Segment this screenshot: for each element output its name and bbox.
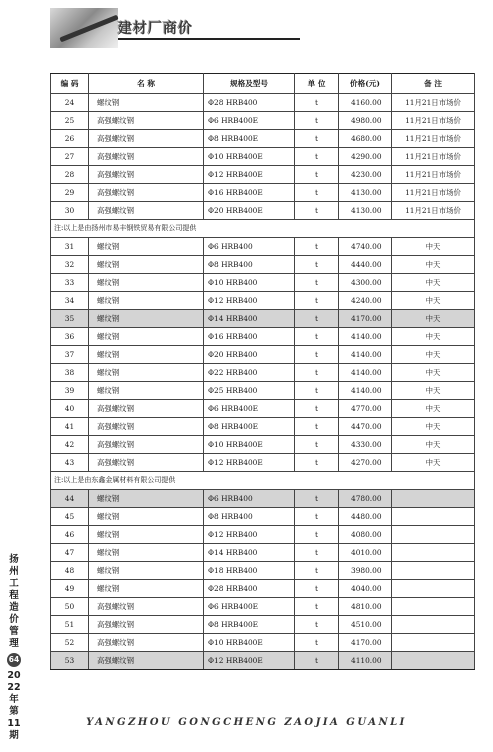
- cell-price: 4740.00: [339, 238, 392, 256]
- cell-note: 11月21日市场价: [392, 148, 475, 166]
- cell-name: 螺纹钢: [89, 508, 204, 526]
- cell-spec: Φ20 HRB400E: [204, 202, 295, 220]
- cell-spec: Φ8 HRB400E: [204, 616, 295, 634]
- cell-name: 高强螺纹钢: [89, 634, 204, 652]
- cell-spec: Φ16 HRB400: [204, 328, 295, 346]
- cell-price: 4080.00: [339, 526, 392, 544]
- cell-code: 46: [51, 526, 89, 544]
- cell-code: 51: [51, 616, 89, 634]
- cell-name: 螺纹钢: [89, 346, 204, 364]
- table-body: [51, 94, 475, 670]
- table-row: [51, 616, 475, 634]
- header-name: 名 称: [89, 74, 204, 94]
- table-row: [51, 598, 475, 616]
- cell-code: 34: [51, 292, 89, 310]
- cell-spec: Φ10 HRB400E: [204, 436, 295, 454]
- cell-spec: Φ12 HRB400E: [204, 166, 295, 184]
- table-row: [51, 112, 475, 130]
- cell-name: 螺纹钢: [89, 238, 204, 256]
- cell-note: 中天: [392, 364, 475, 382]
- supplier-note: 注:以上是由东鑫金属材料有限公司提供: [51, 472, 475, 490]
- price-table: [50, 73, 475, 670]
- issue-label: 20 22 年 第 11 期: [7, 670, 21, 741]
- cell-note: 11月21日市场价: [392, 202, 475, 220]
- cell-note: 11月21日市场价: [392, 184, 475, 202]
- cell-code: 29: [51, 184, 89, 202]
- cell-unit: t: [295, 580, 339, 598]
- cell-price: 4300.00: [339, 274, 392, 292]
- cell-price: 4270.00: [339, 454, 392, 472]
- cell-name: 高强螺纹钢: [89, 436, 204, 454]
- cell-unit: t: [295, 184, 339, 202]
- table-row: [51, 454, 475, 472]
- cell-spec: Φ12 HRB400E: [204, 652, 295, 670]
- issue-sidebar: [6, 554, 22, 742]
- cell-code: 25: [51, 112, 89, 130]
- cell-code: 27: [51, 148, 89, 166]
- cell-spec: Φ8 HRB400E: [204, 418, 295, 436]
- cell-spec: Φ25 HRB400: [204, 382, 295, 400]
- cell-unit: t: [295, 526, 339, 544]
- cell-unit: t: [295, 382, 339, 400]
- cell-name: 高强螺纹钢: [89, 184, 204, 202]
- cell-code: 28: [51, 166, 89, 184]
- cell-note: 中天: [392, 274, 475, 292]
- cell-spec: Φ6 HRB400: [204, 238, 295, 256]
- cell-unit: t: [295, 400, 339, 418]
- cell-name: 高强螺纹钢: [89, 454, 204, 472]
- table-row: [51, 256, 475, 274]
- cell-price: 4440.00: [339, 256, 392, 274]
- table-row: [51, 400, 475, 418]
- cell-note: [392, 508, 475, 526]
- cell-code: 35: [51, 310, 89, 328]
- table-row: [51, 634, 475, 652]
- cell-note: [392, 580, 475, 598]
- header-pen-image: [50, 8, 118, 48]
- cell-code: 30: [51, 202, 89, 220]
- table-row: [51, 526, 475, 544]
- table-row: [51, 94, 475, 112]
- cell-price: 4160.00: [339, 94, 392, 112]
- cell-spec: Φ28 HRB400: [204, 580, 295, 598]
- cell-code: 41: [51, 418, 89, 436]
- cell-note: 中天: [392, 256, 475, 274]
- table-row: [51, 328, 475, 346]
- header-unit: 单 位: [295, 74, 339, 94]
- cell-code: 32: [51, 256, 89, 274]
- cell-note: 中天: [392, 382, 475, 400]
- table-row: [51, 364, 475, 382]
- cell-name: 高强螺纹钢: [89, 112, 204, 130]
- cell-note: 中天: [392, 454, 475, 472]
- cell-name: 螺纹钢: [89, 256, 204, 274]
- table-header-row: [51, 74, 475, 94]
- cell-code: 44: [51, 490, 89, 508]
- cell-code: 49: [51, 580, 89, 598]
- cell-note: 11月21日市场价: [392, 166, 475, 184]
- cell-price: 4140.00: [339, 346, 392, 364]
- table-row: [51, 202, 475, 220]
- cell-code: 52: [51, 634, 89, 652]
- cell-unit: t: [295, 256, 339, 274]
- cell-name: 高强螺纹钢: [89, 148, 204, 166]
- cell-unit: t: [295, 652, 339, 670]
- cell-name: 螺纹钢: [89, 490, 204, 508]
- cell-note: [392, 544, 475, 562]
- table-row: [51, 490, 475, 508]
- cell-note: 中天: [392, 328, 475, 346]
- cell-name: 螺纹钢: [89, 364, 204, 382]
- cell-unit: t: [295, 130, 339, 148]
- cell-name: 高强螺纹钢: [89, 130, 204, 148]
- cell-spec: Φ18 HRB400: [204, 562, 295, 580]
- cell-code: 48: [51, 562, 89, 580]
- cell-note: 中天: [392, 346, 475, 364]
- cell-price: 4680.00: [339, 130, 392, 148]
- cell-spec: Φ6 HRB400E: [204, 112, 295, 130]
- cell-price: 4110.00: [339, 652, 392, 670]
- cell-note: [392, 598, 475, 616]
- page-number: 64: [7, 653, 21, 667]
- section-title: 建材厂商价: [118, 21, 193, 37]
- cell-unit: t: [295, 508, 339, 526]
- cell-price: 4770.00: [339, 400, 392, 418]
- cell-unit: t: [295, 346, 339, 364]
- cell-note: [392, 562, 475, 580]
- cell-price: 4470.00: [339, 418, 392, 436]
- page-header: [50, 8, 300, 48]
- cell-price: 3980.00: [339, 562, 392, 580]
- cell-spec: Φ6 HRB400E: [204, 400, 295, 418]
- cell-name: 螺纹钢: [89, 292, 204, 310]
- supplier-note-row: [51, 220, 475, 238]
- cell-name: 螺纹钢: [89, 310, 204, 328]
- cell-name: 高强螺纹钢: [89, 400, 204, 418]
- cell-name: 螺纹钢: [89, 526, 204, 544]
- cell-code: 45: [51, 508, 89, 526]
- cell-name: 高强螺纹钢: [89, 598, 204, 616]
- cell-unit: t: [295, 490, 339, 508]
- cell-note: 中天: [392, 310, 475, 328]
- table-row: [51, 382, 475, 400]
- cell-note: 11月21日市场价: [392, 130, 475, 148]
- cell-spec: Φ20 HRB400: [204, 346, 295, 364]
- cell-code: 26: [51, 130, 89, 148]
- header-no: 编 码: [51, 74, 89, 94]
- header-note: 备 注: [392, 74, 475, 94]
- cell-code: 47: [51, 544, 89, 562]
- cell-price: 4290.00: [339, 148, 392, 166]
- table-row: [51, 184, 475, 202]
- cell-spec: Φ14 HRB400: [204, 310, 295, 328]
- cell-spec: Φ12 HRB400: [204, 526, 295, 544]
- cell-name: 螺纹钢: [89, 382, 204, 400]
- cell-name: 螺纹钢: [89, 274, 204, 292]
- cell-note: 中天: [392, 238, 475, 256]
- cell-price: 4230.00: [339, 166, 392, 184]
- cell-spec: Φ12 HRB400: [204, 292, 295, 310]
- cell-unit: t: [295, 292, 339, 310]
- cell-name: 螺纹钢: [89, 94, 204, 112]
- cell-price: 4980.00: [339, 112, 392, 130]
- cell-price: 4140.00: [339, 364, 392, 382]
- table-row: [51, 238, 475, 256]
- cell-unit: t: [295, 364, 339, 382]
- cell-spec: Φ10 HRB400: [204, 274, 295, 292]
- cell-note: 中天: [392, 292, 475, 310]
- table-row: [51, 274, 475, 292]
- cell-unit: t: [295, 418, 339, 436]
- cell-code: 42: [51, 436, 89, 454]
- cell-price: 4480.00: [339, 508, 392, 526]
- table-row: [51, 544, 475, 562]
- cell-spec: Φ14 HRB400: [204, 544, 295, 562]
- cell-spec: Φ8 HRB400: [204, 508, 295, 526]
- table-row: [51, 652, 475, 670]
- cell-unit: t: [295, 238, 339, 256]
- header-rule: [118, 38, 300, 40]
- cell-note: [392, 490, 475, 508]
- cell-spec: Φ6 HRB400E: [204, 598, 295, 616]
- cell-name: 高强螺纹钢: [89, 202, 204, 220]
- cell-unit: t: [295, 616, 339, 634]
- cell-price: 4330.00: [339, 436, 392, 454]
- table-row: [51, 166, 475, 184]
- cell-code: 37: [51, 346, 89, 364]
- table-row: [51, 130, 475, 148]
- cell-unit: t: [295, 202, 339, 220]
- cell-code: 43: [51, 454, 89, 472]
- cell-code: 40: [51, 400, 89, 418]
- cell-price: 4810.00: [339, 598, 392, 616]
- cell-code: 36: [51, 328, 89, 346]
- table-row: [51, 310, 475, 328]
- cell-spec: Φ6 HRB400: [204, 490, 295, 508]
- cell-unit: t: [295, 562, 339, 580]
- cell-code: 31: [51, 238, 89, 256]
- cell-spec: Φ16 HRB400E: [204, 184, 295, 202]
- cell-price: 4130.00: [339, 184, 392, 202]
- cell-unit: t: [295, 310, 339, 328]
- table-row: [51, 292, 475, 310]
- cell-name: 螺纹钢: [89, 544, 204, 562]
- table-row: [51, 436, 475, 454]
- cell-unit: t: [295, 544, 339, 562]
- supplier-note: 注:以上是由扬州市易丰钢铁贸易有限公司提供: [51, 220, 475, 238]
- cell-note: [392, 634, 475, 652]
- cell-note: 中天: [392, 400, 475, 418]
- cell-code: 50: [51, 598, 89, 616]
- cell-spec: Φ8 HRB400E: [204, 130, 295, 148]
- cell-price: 4010.00: [339, 544, 392, 562]
- cell-code: 38: [51, 364, 89, 382]
- cell-price: 4140.00: [339, 382, 392, 400]
- cell-name: 螺纹钢: [89, 562, 204, 580]
- footer-text: YANGZHOU GONGCHENG ZAOJIA GUANLI: [86, 717, 407, 728]
- table-row: [51, 580, 475, 598]
- cell-name: 高强螺纹钢: [89, 166, 204, 184]
- cell-spec: Φ22 HRB400: [204, 364, 295, 382]
- cell-code: 24: [51, 94, 89, 112]
- cell-note: [392, 652, 475, 670]
- cell-price: 4240.00: [339, 292, 392, 310]
- cell-name: 高强螺纹钢: [89, 652, 204, 670]
- table-row: [51, 508, 475, 526]
- table-row: [51, 418, 475, 436]
- cell-price: 4130.00: [339, 202, 392, 220]
- cell-note: 11月21日市场价: [392, 112, 475, 130]
- supplier-note-row: [51, 472, 475, 490]
- cell-price: 4040.00: [339, 580, 392, 598]
- cell-unit: t: [295, 166, 339, 184]
- cell-unit: t: [295, 328, 339, 346]
- cell-code: 53: [51, 652, 89, 670]
- cell-price: 4510.00: [339, 616, 392, 634]
- cell-price: 4170.00: [339, 634, 392, 652]
- cell-code: 33: [51, 274, 89, 292]
- cell-note: 中天: [392, 418, 475, 436]
- header-price: 价格(元): [339, 74, 392, 94]
- cell-unit: t: [295, 94, 339, 112]
- cell-unit: t: [295, 598, 339, 616]
- cell-name: 高强螺纹钢: [89, 418, 204, 436]
- cell-unit: t: [295, 454, 339, 472]
- cell-unit: t: [295, 274, 339, 292]
- cell-name: 螺纹钢: [89, 328, 204, 346]
- table-row: [51, 148, 475, 166]
- cell-note: 中天: [392, 436, 475, 454]
- cell-unit: t: [295, 112, 339, 130]
- cell-price: 4170.00: [339, 310, 392, 328]
- cell-note: [392, 616, 475, 634]
- header-spec: 规格及型号: [204, 74, 295, 94]
- table-row: [51, 346, 475, 364]
- cell-note: 11月21日市场价: [392, 94, 475, 112]
- magazine-title: 扬 州 工 程 造 价 管 理: [9, 554, 19, 649]
- cell-spec: Φ8 HRB400: [204, 256, 295, 274]
- cell-spec: Φ28 HRB400: [204, 94, 295, 112]
- cell-note: [392, 526, 475, 544]
- cell-price: 4140.00: [339, 328, 392, 346]
- cell-price: 4780.00: [339, 490, 392, 508]
- cell-unit: t: [295, 436, 339, 454]
- cell-code: 39: [51, 382, 89, 400]
- cell-spec: Φ10 HRB400E: [204, 148, 295, 166]
- cell-spec: Φ10 HRB400E: [204, 634, 295, 652]
- cell-unit: t: [295, 148, 339, 166]
- cell-name: 螺纹钢: [89, 580, 204, 598]
- table-row: [51, 562, 475, 580]
- cell-unit: t: [295, 634, 339, 652]
- cell-spec: Φ12 HRB400E: [204, 454, 295, 472]
- cell-name: 高强螺纹钢: [89, 616, 204, 634]
